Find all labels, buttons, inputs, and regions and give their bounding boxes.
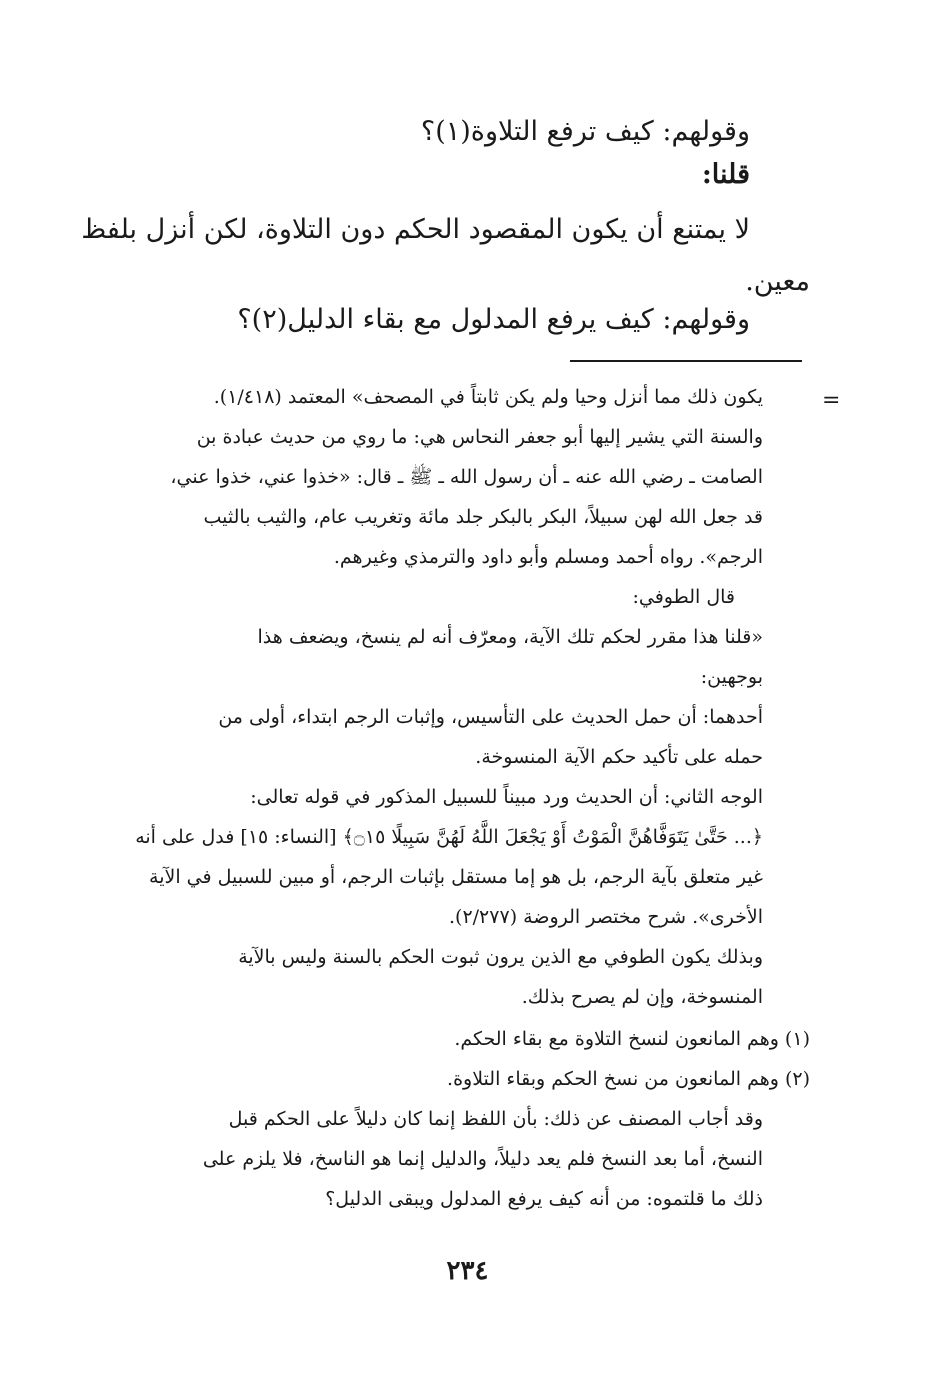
footnote-line: النسخ، أما بعد النسخ فلم يعد دليلاً، والدليل إنما هو الناسخ، فلا يلزم على	[202, 1148, 763, 1170]
question-1: وقولهم: كيف ترفع التلاوة(١)؟	[420, 116, 750, 147]
footnote-line: «قلنا هذا مقرر لحكم تلك الآية، ومعرّف أنه لم ينسخ، ويضعف هذا	[257, 626, 763, 648]
footnote-line: غير متعلق بآية الرجم، بل هو إما مستقل بإثبات الرجم، أو مبين للسبيل في الآية	[149, 866, 763, 888]
footnote-line: ذلك ما قلتموه: من أنه كيف يرفع المدلول ويبقى الدليل؟	[325, 1188, 763, 1210]
footnote-line: يكون ذلك مما أنزل وحيا ولم يكن ثابتاً في المصحف» المعتمد (١/٤١٨).	[213, 386, 763, 408]
footnote-divider	[570, 360, 802, 362]
footnote-line: وبذلك يكون الطوفي مع الذين يرون ثبوت الحكم بالسنة وليس بالآية	[238, 946, 763, 968]
question-2: وقولهم: كيف يرفع المدلول مع بقاء الدليل(٢)؟	[237, 304, 750, 335]
footnote-line: المنسوخة، وإن لم يصرح بذلك.	[521, 986, 763, 1008]
footnote-line: والسنة التي يشير إليها أبو جعفر النحاس هي: ما روي من حديث عبادة بن	[196, 426, 763, 448]
footnote-line: ﴿... حَتَّىٰ يَتَوَفَّاهُنَّ الْمَوْتُ أَوْ يَجْعَلَ اللَّهُ لَهُنَّ سَبِيلًا ۝١٥﴾ [النساء: ١٥] فدل على أنه	[135, 826, 763, 848]
footnote-line: قد جعل الله لهن سبيلاً، البكر بالبكر جلد مائة وتغريب عام، والثيب بالثيب	[203, 506, 763, 528]
answer-label: قلنا:	[701, 159, 750, 190]
footnote-2: (٢) وهم المانعون من نسخ الحكم وبقاء التلاوة.	[447, 1068, 810, 1090]
footnote-line: الرجم». رواه أحمد ومسلم وأبو داود والترمذي وغيرهم.	[333, 546, 763, 568]
footnote-line: حمله على تأكيد حكم الآية المنسوخة.	[475, 746, 763, 768]
footnote-line: أحدهما: أن حمل الحديث على التأسيس، وإثبات الرجم ابتداء، أولى من	[218, 706, 763, 728]
answer-line-1: لا يمتنع أن يكون المقصود الحكم دون التلاوة، لكن أنزل بلفظ	[81, 214, 750, 245]
footnote-line: قال الطوفي:	[632, 586, 735, 608]
answer-line-2: معين.	[745, 266, 810, 297]
footnote-line: وقد أجاب المصنف عن ذلك: بأن اللفظ إنما كان دليلاً على الحكم قبل	[228, 1108, 763, 1130]
continuation-mark: =	[822, 388, 841, 413]
footnote-line: بوجهين:	[700, 666, 763, 688]
footnote-line: الأخرى». شرح مختصر الروضة (٢/٢٧٧).	[449, 906, 763, 928]
footnote-1: (١) وهم المانعون لنسخ التلاوة مع بقاء الحكم.	[454, 1028, 810, 1050]
footnote-line: الصامت ـ رضي الله عنه ـ أن رسول الله ـ ﷺ ـ قال: «خذوا عني، خذوا عني،	[170, 466, 763, 488]
page-number: ٢٣٤	[446, 1256, 489, 1286]
footnote-line: الوجه الثاني: أن الحديث ورد مبيناً للسبيل المذكور في قوله تعالى:	[250, 786, 763, 808]
